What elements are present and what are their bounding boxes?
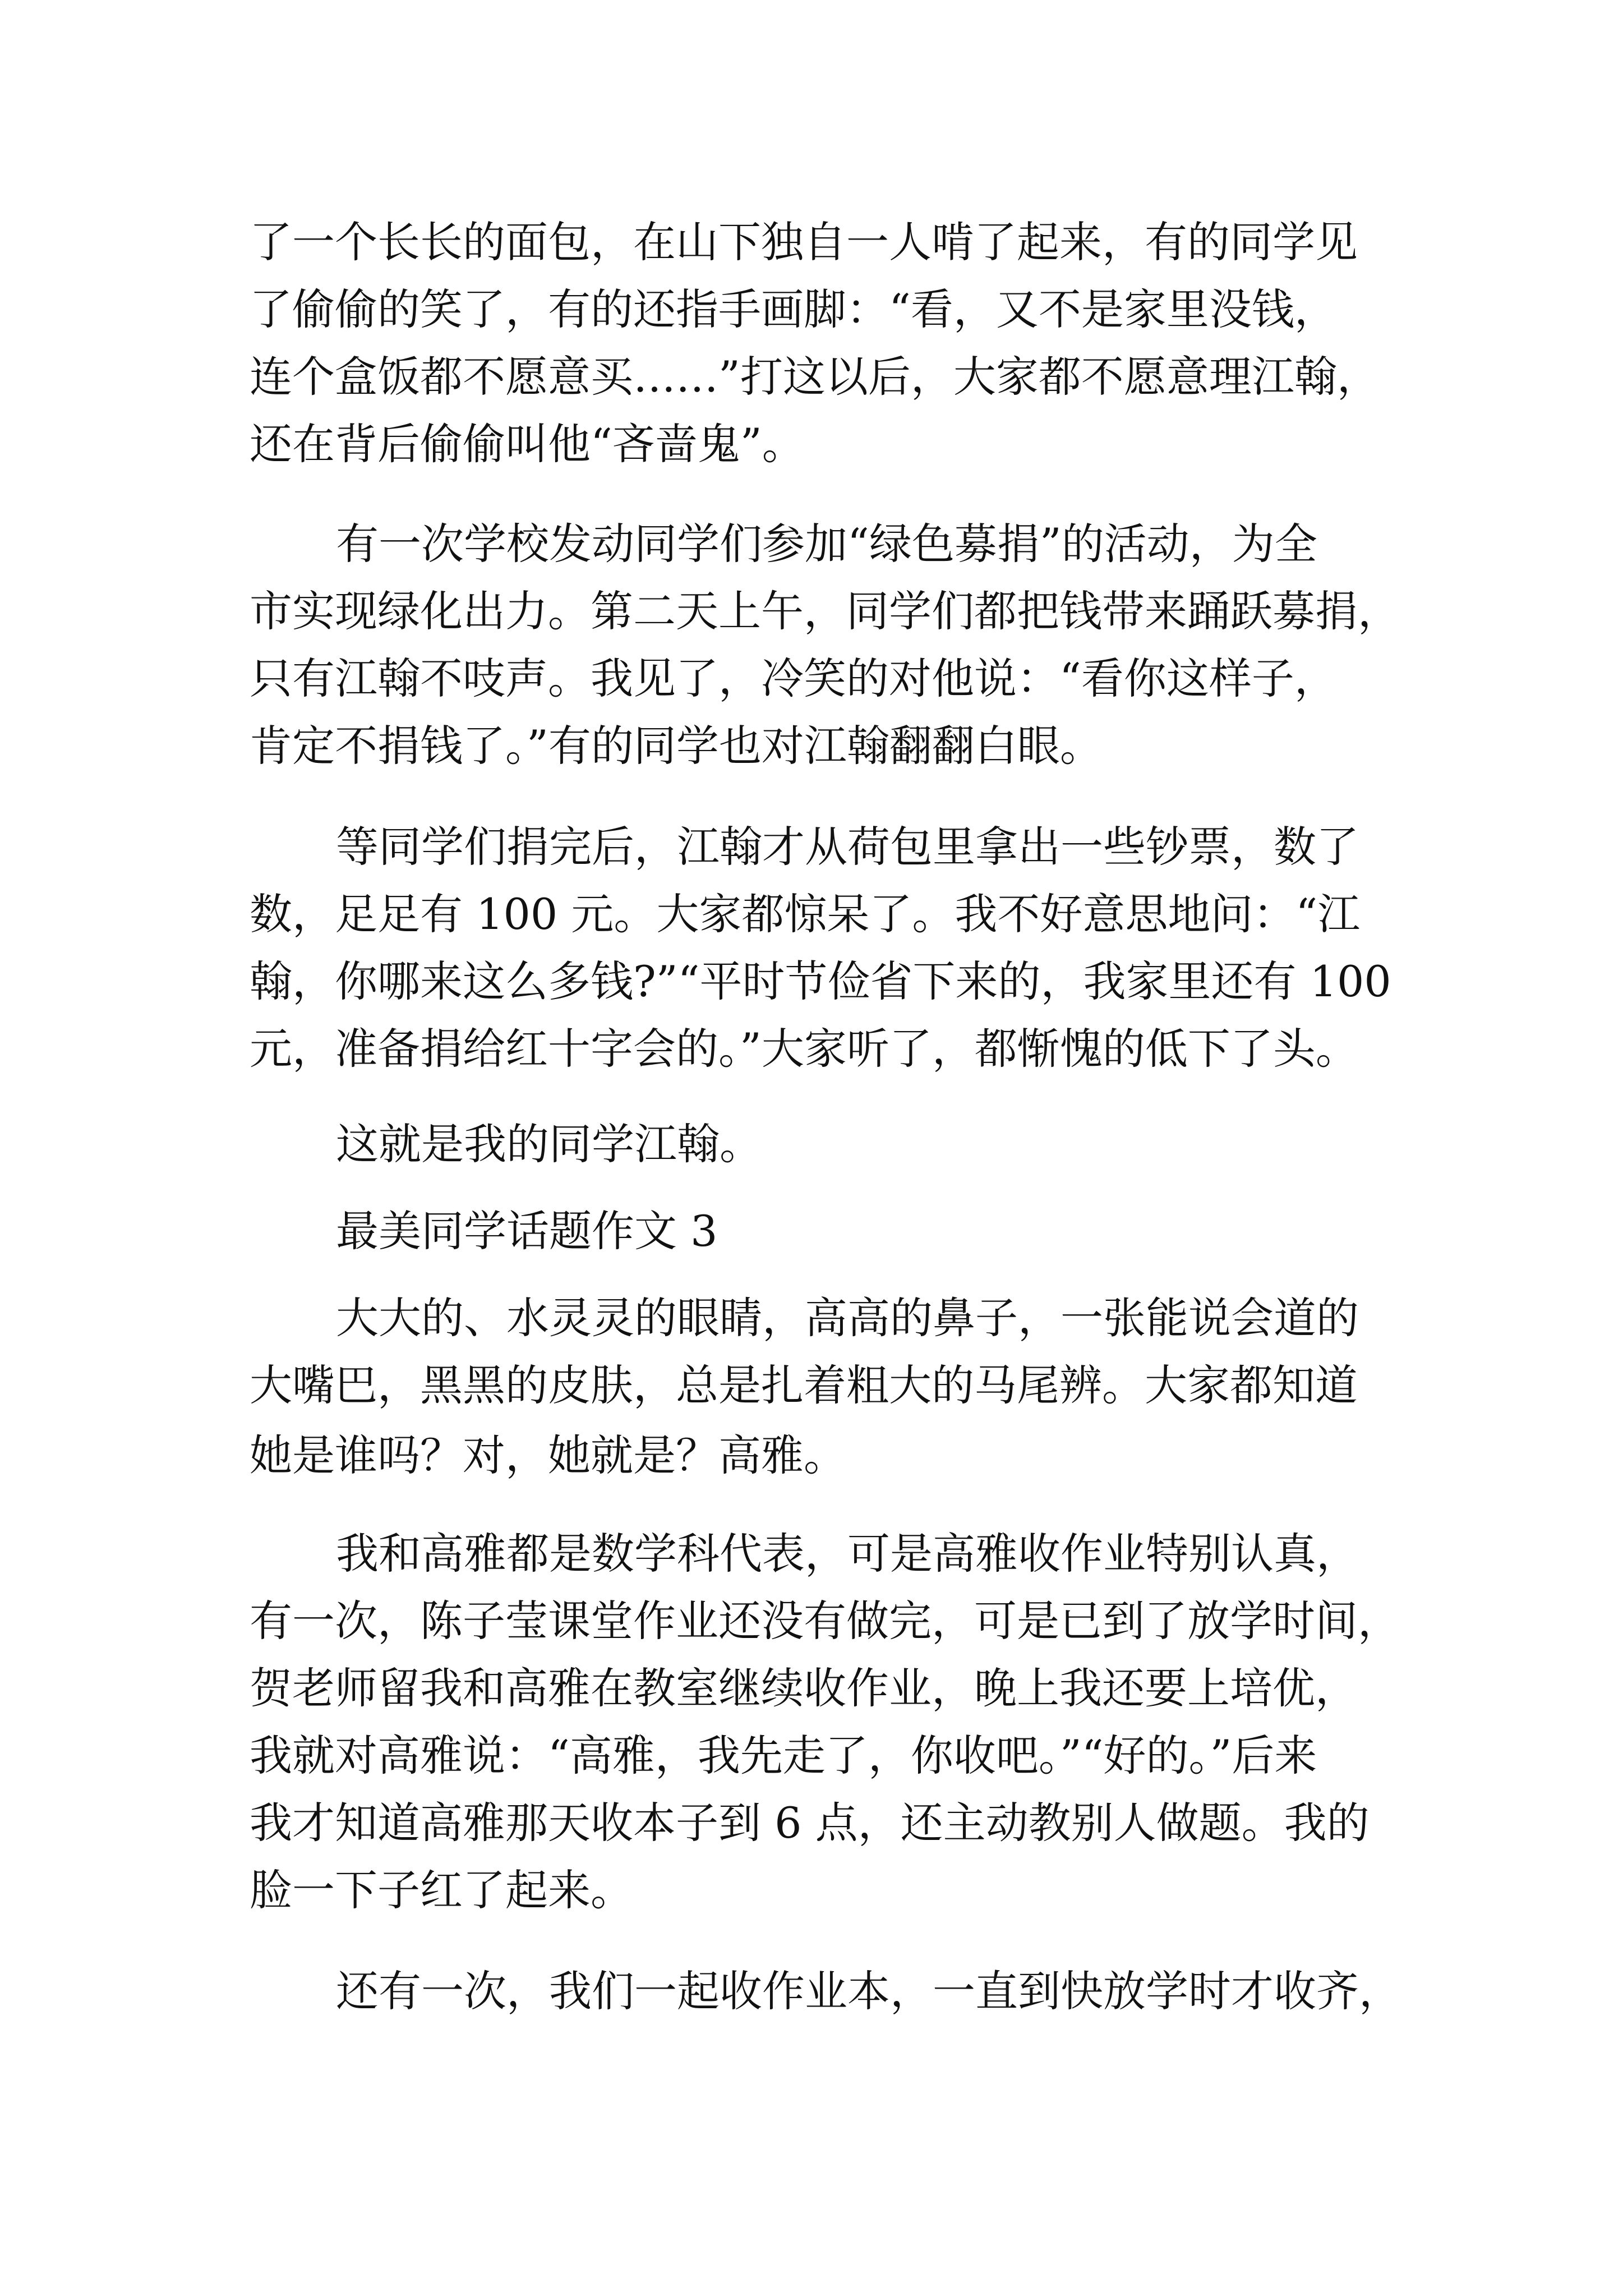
text-line: 肯定不捐钱了。”有的同学也对江翰翻翻白眼。 <box>250 721 1103 771</box>
text-line: 了一个长长的面包，在山下独自一人啃了起来，有的同学见 <box>250 217 1358 267</box>
paragraph-first-line: 有一次学校发动同学们参加“绿色募捐”的活动，为全 <box>336 519 1317 569</box>
text-line: 脸一下子红了起来。 <box>250 1865 633 1915</box>
text-line: 了偷偷的笑了，有的还指手画脚：“看，又不是家里没钱， <box>250 284 1337 334</box>
text-line: 数，足足有 100 元。大家都惊呆了。我不好意思地问：“江 <box>250 889 1361 939</box>
text-line: 还在背后偷偷叫他“吝啬鬼”。 <box>250 419 805 469</box>
text-line: 市实现绿化出力。第二天上午，同学们都把钱带来踊跃募捐， <box>250 586 1400 636</box>
text-line: 她是谁吗？对，她就是？高雅。 <box>250 1430 846 1480</box>
paragraph-first-line: 大大的、水灵灵的眼睛，高高的鼻子，一张能说会道的 <box>336 1293 1359 1343</box>
text-line: 大嘴巴，黑黑的皮肤，总是扎着粗大的马尾辨。大家都知道 <box>250 1360 1358 1410</box>
text-line: 连个盒饭都不愿意买……”打这以后，大家都不愿意理江翰， <box>250 352 1380 402</box>
paragraph-first-line: 这就是我的同学江翰。 <box>336 1119 762 1169</box>
text-line: 有一次，陈子莹课堂作业还没有做完，可是已到了放学时间， <box>250 1596 1400 1646</box>
text-line: 我才知道高雅那天收本子到 6 点，还主动教别人做题。我的 <box>250 1798 1370 1848</box>
text-line: 只有江翰不吱声。我见了，冷笑的对他说：“看你这样子， <box>250 654 1337 703</box>
text-line: 我就对高雅说：“高雅，我先走了，你收吧。”“好的。”后来 <box>250 1731 1317 1780</box>
paragraph-first-line: 等同学们捐完后，江翰才从荷包里拿出一些钞票，数了 <box>336 822 1359 872</box>
text-line: 元，准备捐给红十字会的。”大家听了，都惭愧的低下了头。 <box>250 1024 1358 1074</box>
text-line: 贺老师留我和高雅在教室继续收作业，晚上我还要上培优， <box>250 1663 1358 1713</box>
paragraph-first-line: 还有一次，我们一起收作业本，一直到快放学时才收齐， <box>336 1966 1401 2016</box>
section-heading: 最美同学话题作文 3 <box>336 1206 718 1256</box>
paragraph-first-line: 我和高雅都是数学科代表，可是高雅收作业特别认真， <box>336 1529 1359 1579</box>
text-line: 翰，你哪来这么多钱?”“平时节俭省下来的，我家里还有 100 <box>250 956 1391 1006</box>
